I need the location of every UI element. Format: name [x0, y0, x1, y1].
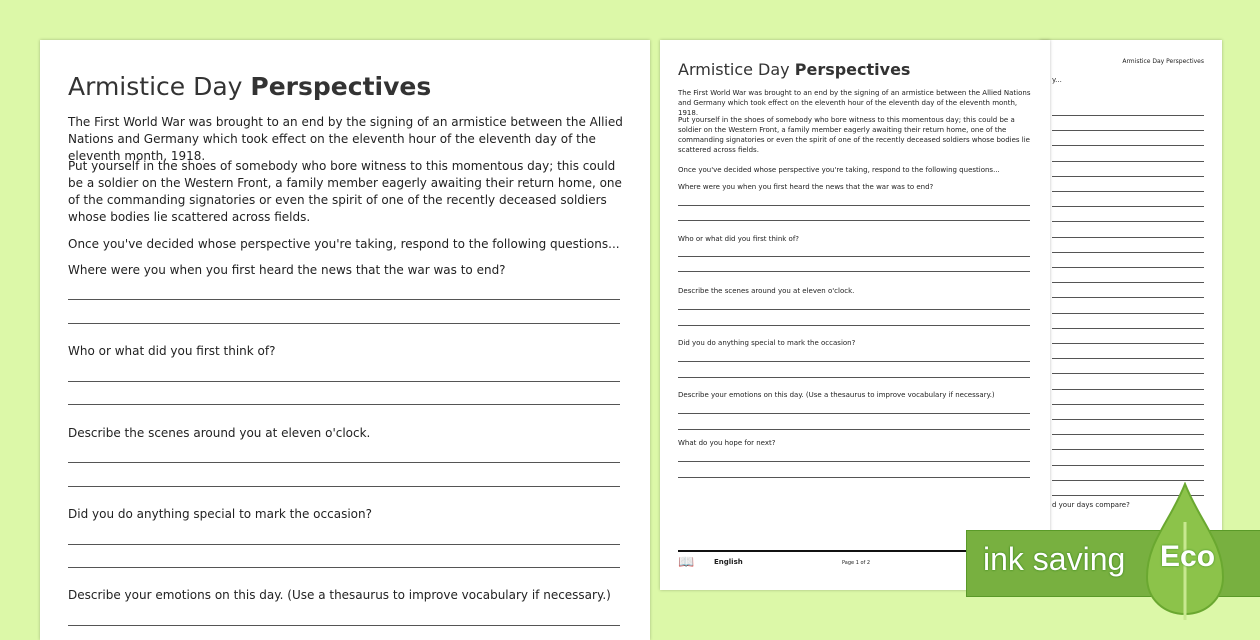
question: Did you do anything special to mark the occasion?: [678, 339, 856, 347]
question: Describe your emotions on this day. (Use a thesaurus to improve vocabulary if necessary.): [68, 588, 611, 602]
answer-line: [1052, 252, 1204, 253]
answer-line: [1052, 145, 1204, 146]
answer-line: [678, 256, 1030, 257]
answer-line: [678, 477, 1030, 478]
answer-line: [1052, 176, 1204, 177]
answer-line: [678, 413, 1030, 414]
answer-line: [1052, 282, 1204, 283]
intro-text: The First World War was brought to an end by the signing of an armistice between the Allied Nations and Germany which took effect on the eleventh hour of the eleventh day of the eleventh month, 1918.: [68, 115, 623, 163]
answer-line: [1052, 343, 1204, 344]
answer-line: [1052, 373, 1204, 374]
answer-line: [68, 299, 620, 300]
answer-line: [678, 429, 1030, 430]
page-title: [678, 60, 910, 79]
instructions-text: Put yourself in the shoes of somebody who bore witness to this momentous day; this could be a soldier on the Western Front, a family member eagerly awaiting their return home, one of the commanding signatories or even the spirit of one of the recently deceased soldiers whose bodies lie scattered across fields.: [68, 159, 622, 224]
question: Where were you when you first heard the news that the war was to end?: [68, 263, 506, 277]
answer-line: [1052, 480, 1204, 481]
answer-line: [678, 361, 1030, 362]
answer-line: [1052, 115, 1204, 116]
question: Describe your emotions on this day. (Use a thesaurus to improve vocabulary if necessary.): [678, 391, 995, 399]
answer-line: [1052, 161, 1204, 162]
partial-text: y...: [1052, 76, 1062, 84]
answer-line: [1052, 328, 1204, 329]
answer-line: [678, 377, 1030, 378]
answer-line: [678, 271, 1030, 272]
question: Describe the scenes around you at eleven o'clock.: [678, 287, 855, 295]
answer-line: [678, 220, 1030, 221]
prompt-text: Once you've decided whose perspective you're taking, respond to the following questions...: [68, 237, 620, 251]
title-regular: Armistice Day: [68, 72, 251, 101]
answer-line: [1052, 267, 1204, 268]
worksheet-preview-large: [40, 40, 650, 640]
answer-line: [678, 309, 1030, 310]
title-bold: Perspectives: [250, 72, 432, 101]
badge-text: ink saving: [983, 541, 1126, 577]
answer-line: [1052, 358, 1204, 359]
answer-line: [1052, 221, 1204, 222]
question: Who or what did you first think of?: [678, 235, 800, 243]
answer-line: [68, 323, 620, 324]
page-header: Armistice Day Perspectives: [1122, 58, 1204, 65]
answer-line: [1052, 389, 1204, 390]
intro-text: The First World War was brought to an end by the signing of an armistice between the Allied Nations and Germany which took effect on the eleventh hour of the eleventh day of the eleventh month, 1918.: [678, 89, 1031, 117]
answer-line: [1052, 206, 1204, 207]
answer-line: [1052, 404, 1204, 405]
answer-line: [678, 205, 1030, 206]
question: Did you do anything special to mark the occasion?: [68, 507, 372, 521]
answer-line: [1052, 297, 1204, 298]
question: Describe the scenes around you at eleven o'clock.: [68, 426, 371, 440]
instructions-text: Put yourself in the shoes of somebody who bore witness to this momentous day; this could be a soldier on the Western Front, a family member eagerly awaiting their return home, one of the commanding signatories or even the spirit of one of the recently deceased soldiers whose bodies lie scattered across fields.: [678, 116, 1030, 154]
answer-line: [1052, 465, 1204, 466]
footer-page-number: Page 1 of 2: [842, 560, 871, 566]
answer-line: [68, 567, 620, 568]
answer-line: [68, 486, 620, 487]
answer-line: [68, 625, 620, 626]
question: What do you hope for next?: [678, 439, 776, 447]
answer-line: [1052, 130, 1204, 131]
answer-line: [678, 461, 1030, 462]
answer-line: [68, 462, 620, 463]
title-bold: Perspectives: [794, 60, 911, 79]
answer-line: [1052, 419, 1204, 420]
question: Where were you when you first heard the news that the war was to end?: [678, 183, 934, 191]
answer-line: [68, 544, 620, 545]
partial-question: d your days compare?: [1052, 501, 1130, 509]
answer-line: [1052, 434, 1204, 435]
answer-line: [678, 325, 1030, 326]
footer-subject: English: [714, 558, 743, 566]
answer-line: [68, 381, 620, 382]
answer-line: [1052, 191, 1204, 192]
answer-line: [1052, 313, 1204, 314]
title-regular: Armistice Day: [678, 60, 795, 79]
question: Who or what did you first think of?: [68, 344, 276, 358]
page-title: [68, 72, 431, 101]
answer-line: [1052, 449, 1204, 450]
answer-line: [68, 404, 620, 405]
answer-line: [1052, 237, 1204, 238]
worksheet-preview-page-1: [660, 40, 1050, 590]
book-logo-icon: 📖: [678, 555, 695, 570]
eco-label: Eco: [1160, 540, 1216, 573]
prompt-text: Once you've decided whose perspective you're taking, respond to the following questions...: [678, 166, 1000, 174]
